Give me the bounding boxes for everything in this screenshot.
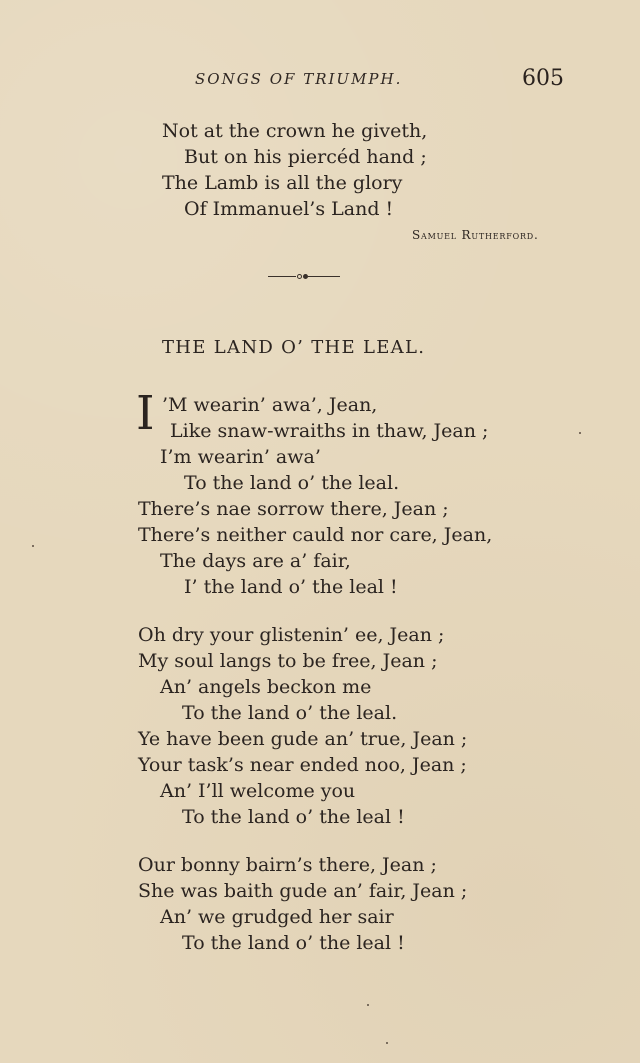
poem-line: Not at the crown he giveth, [162, 120, 428, 142]
paper-speck [386, 1042, 388, 1044]
poem-line: To the land o’ the leal. [184, 472, 400, 494]
poem-line: To the land o’ the leal ! [182, 932, 405, 954]
page-number: 605 [522, 66, 564, 91]
poem-line: Ye have been gude an’ true, Jean ; [138, 728, 468, 750]
poem-line: Of Immanuel’s Land ! [184, 198, 394, 220]
poem-line: An’ I’ll welcome you [160, 780, 356, 802]
poem-line: The Lamb is all the glory [162, 172, 403, 194]
poem-line: I’m wearin’ awa’ [160, 446, 321, 468]
poem-line: An’ we grudged her sair [160, 906, 394, 928]
poem-line: There’s neither cauld nor care, Jean, [138, 524, 493, 546]
poem-line: Like snaw-wraiths in thaw, Jean ; [170, 420, 489, 442]
drop-cap: I [136, 386, 155, 441]
poem-line: She was baith gude an’ fair, Jean ; [138, 880, 468, 902]
poem-line: There’s nae sorrow there, Jean ; [138, 498, 449, 520]
poem-line: An’ angels beckon me [160, 676, 372, 698]
paper-speck [367, 1004, 369, 1006]
paper-speck [579, 432, 581, 434]
poem-line: Our bonny bairn’s there, Jean ; [138, 854, 437, 876]
author-attribution: Samuel Rutherford. [412, 228, 539, 242]
section-divider-ornament [268, 272, 340, 282]
poem-line: Oh dry your glistenin’ ee, Jean ; [138, 624, 445, 646]
poem-line: To the land o’ the leal ! [182, 806, 405, 828]
poem-line: The days are a’ fair, [160, 550, 351, 572]
poem-line: ’M wearin’ awa’, Jean, [162, 394, 378, 416]
poem-line: But on his piercéd hand ; [184, 146, 427, 168]
poem-line: I’ the land o’ the leal ! [184, 576, 398, 598]
running-title: SONGS OF TRIUMPH. [195, 70, 403, 88]
poem-title: THE LAND O’ THE LEAL. [162, 337, 426, 358]
poem-line: Your task’s near ended noo, Jean ; [138, 754, 467, 776]
poem-line: My soul langs to be free, Jean ; [138, 650, 438, 672]
poem-line: To the land o’ the leal. [182, 702, 398, 724]
paper-speck [32, 545, 34, 547]
